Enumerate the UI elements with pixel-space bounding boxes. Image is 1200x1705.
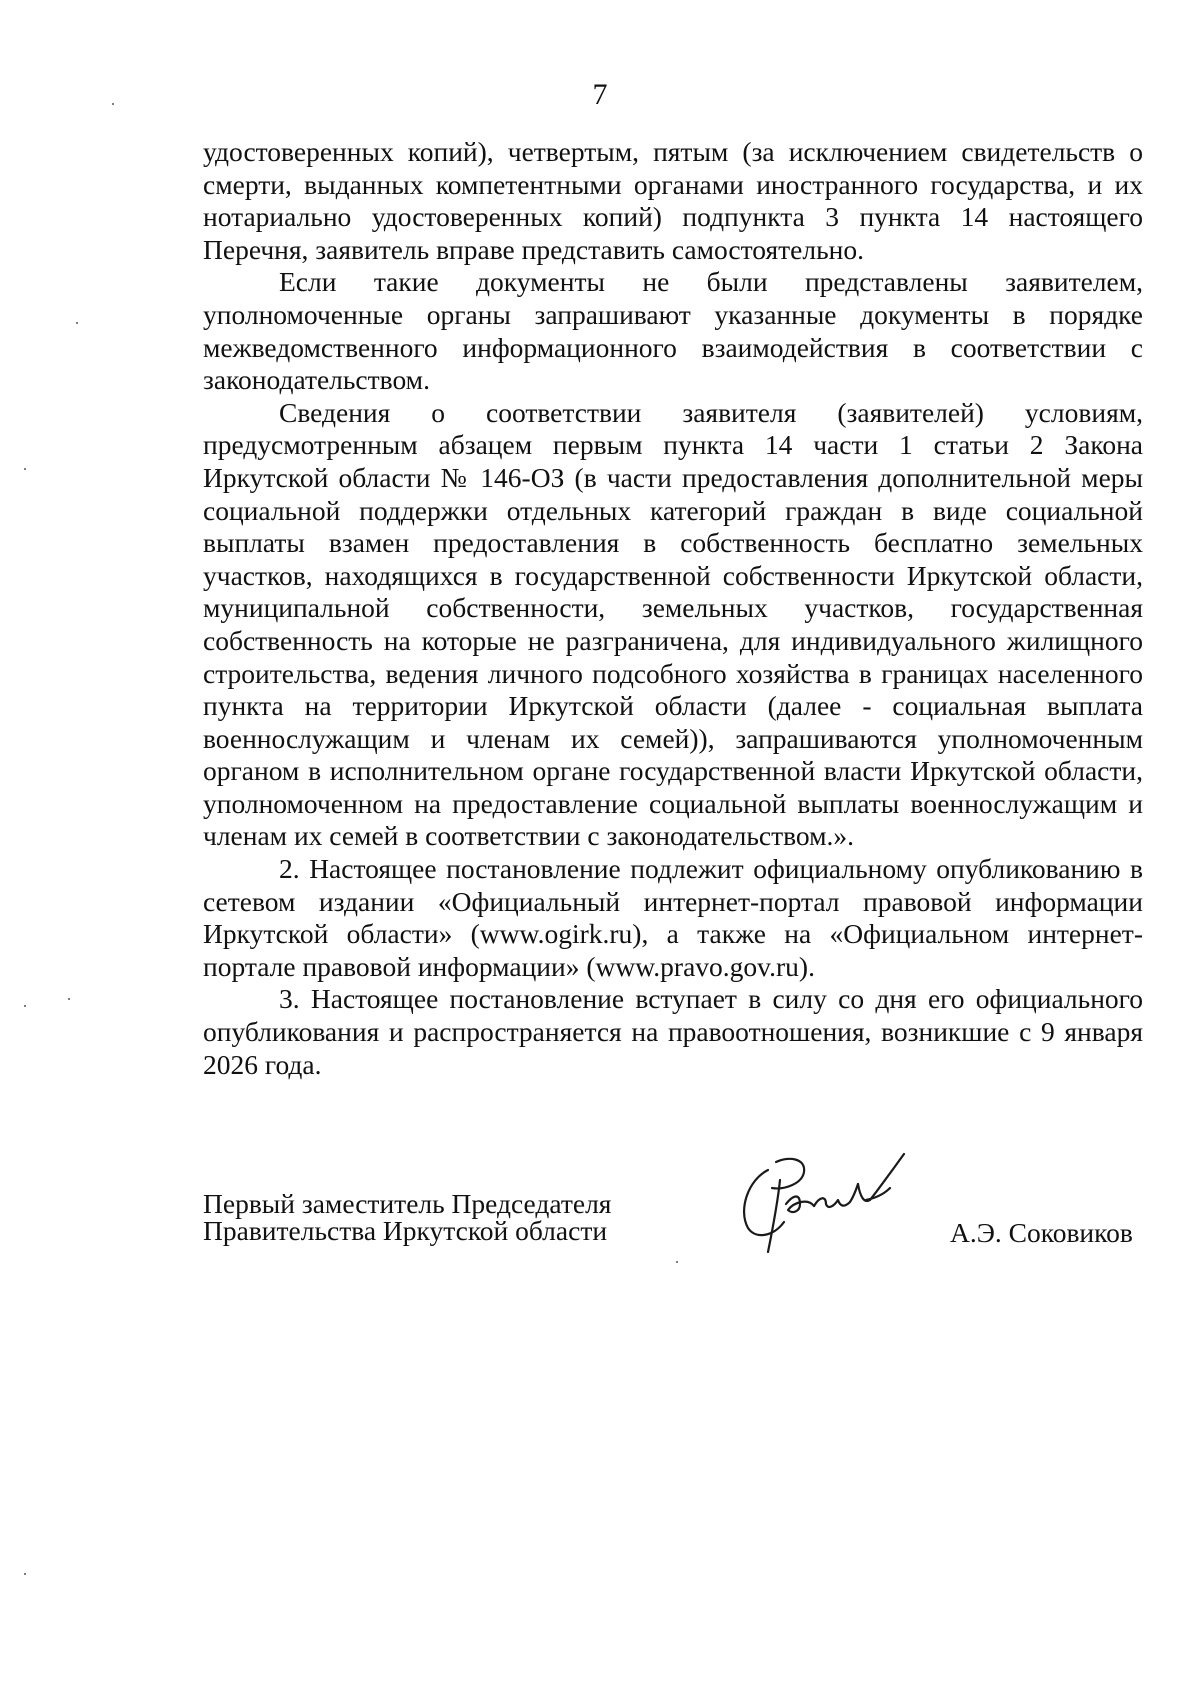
- paragraph-publication: 2. Настоящее постановление подлежит официальному опубликованию в сетевом издании «Официальный интернет-портал правовой информации Иркутской области» (www.ogirk.ru), а также на «Официальном интернет-портале правовой информации» (www.pravo.gov.ru).: [203, 853, 1143, 982]
- signatory-position-line-2: Правительства Иркутской области: [203, 1215, 608, 1246]
- paragraph-entry-into-force: 3. Настоящее постановление вступает в силу со дня его официального опубликования и распространяется на правоотношения, возникшие с 9 января 2026 года.: [203, 983, 1143, 1080]
- scan-speck: [76, 322, 78, 324]
- scan-speck: [68, 998, 70, 1000]
- scan-speck: [24, 1573, 26, 1575]
- paragraph-eligibility-info: Сведения о соответствии заявителя (заявителей) условиям, предусмотренным абзацем первым пункта 14 части 1 статьи 2 Закона Иркутской области № 146-ОЗ (в части предоставления дополнительной меры социальной поддержки отдельных категорий граждан в виде социальной выплаты взамен предоставления в собственность бесплатно земельных участков, находящихся в государственной собственности Иркутской области, муниципальной собственности, земельных участков, государственная собственность на которые не разграничена, для индивидуального жилищного строительства, ведения личного подсобного хозяйства в границах населенного пункта на территории Иркутской области (далее - социальная выплата военнослужащим и членам их семей)), запрашиваются уполномоченным органом в исполнительном органе государственной власти Иркутской области, уполномоченном на предоставление социальной выплаты военнослужащим и членам их семей в соответствии с законодательством.».: [203, 396, 1143, 852]
- paragraph-continuation: удостоверенных копий), четвертым, пятым (за исключением свидетельств о смерти, выданных компетентными органами иностранного государства, и их нотариально удостоверенных копий) подпункта 3 пункта 14 настоящего Перечня, заявитель вправе представить самостоятельно.: [203, 136, 1143, 265]
- scan-speck: [112, 103, 114, 105]
- paragraph-interagency-request: Если такие документы не были представлены заявителем, уполномоченные органы запрашивают указанные документы в порядке межведомственного информационного взаимодействия в соответствии с законодательством.: [203, 266, 1143, 396]
- scan-speck: [676, 1261, 678, 1263]
- signatory-position: [203, 1190, 611, 1244]
- signatory-position-line-1: Первый заместитель Председателя: [203, 1188, 612, 1219]
- scan-speck: [24, 468, 26, 470]
- scan-speck: [24, 1005, 26, 1007]
- page-number: 7: [592, 78, 608, 111]
- document-body: [203, 136, 1143, 1081]
- handwritten-signature: [728, 1140, 938, 1260]
- signatory-name: А.Э. Соковиков: [950, 1217, 1133, 1248]
